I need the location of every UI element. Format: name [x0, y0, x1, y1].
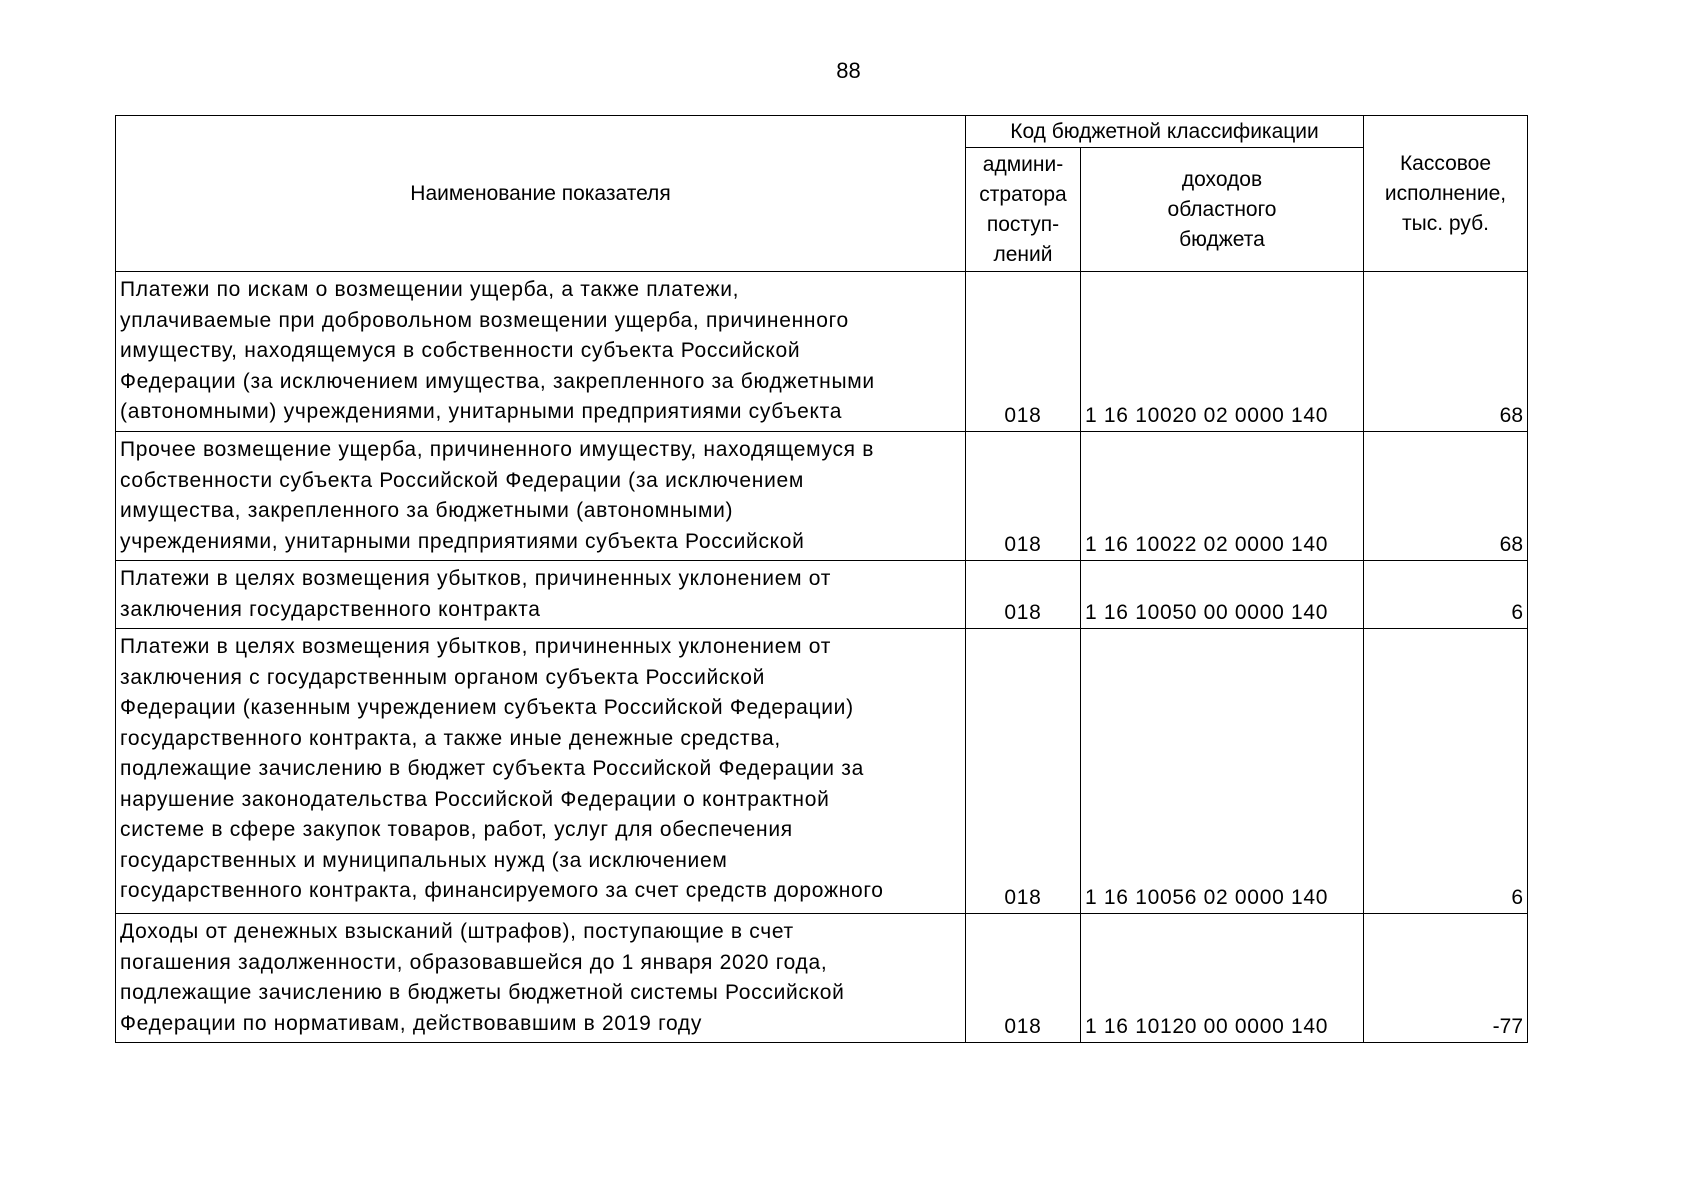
indicator-name-line: Платежи по искам о возмещении ущерба, а также платежи, — [120, 278, 740, 301]
indicator-name-line: имущества, закрепленного за бюджетными (автономными) — [120, 499, 734, 522]
revenue-code-cell: 1 16 10120 00 0000 140 — [1081, 914, 1364, 1043]
header-revenue-line: доходов — [1181, 167, 1263, 191]
header-cash-execution — [1364, 116, 1528, 272]
revenue-code-cell: 1 16 10022 02 0000 140 — [1081, 432, 1364, 561]
admin-code-cell: 018 — [966, 561, 1081, 629]
indicator-name-line: учреждениями, унитарными предприятиями субъекта Российской — [120, 529, 805, 553]
admin-code-cell: 018 — [966, 914, 1081, 1043]
indicator-name-line: собственности субъекта Российской Федерации (за исключением — [120, 468, 805, 492]
indicator-name-line: нарушение законодательства Российской Федерации о контрактной — [120, 787, 830, 811]
revenue-code-cell: 1 16 10050 00 0000 140 — [1081, 561, 1364, 629]
amount-cell: 6 — [1364, 629, 1528, 914]
indicator-name-line: Федерации по нормативам, действовавшим в 2019 году — [120, 1011, 703, 1035]
indicator-name-cell — [116, 914, 966, 1043]
page-number: 88 — [836, 58, 861, 83]
indicator-name-line: государственного контракта, финансируемого за счет средств дорожного — [120, 879, 884, 902]
header-admin — [966, 148, 1081, 272]
indicator-name-cell — [116, 561, 966, 629]
table-row — [116, 914, 1528, 1043]
header-budget-classification: Код бюджетной классификации — [966, 116, 1364, 148]
header-admin-line: стратора — [979, 182, 1067, 206]
indicator-name-line: государственных и муниципальных нужд (за исключением — [120, 848, 728, 872]
revenue-code-cell: 1 16 10020 02 0000 140 — [1081, 272, 1364, 432]
indicator-name-line: подлежащие зачислению в бюджеты бюджетной системы Российской — [120, 981, 845, 1004]
indicator-name-line: заключения с государственным органом субъекта Российской — [120, 665, 766, 689]
indicator-name-cell — [116, 629, 966, 914]
indicator-name-line: Доходы от денежных взысканий (штрафов), поступающие в счет — [120, 920, 794, 943]
indicator-name-line: погашения задолженности, образовавшейся до 1 января 2020 года, — [120, 950, 828, 974]
header-admin-line: лений — [993, 242, 1053, 266]
header-cash-execution-line: тыс. руб. — [1402, 211, 1489, 235]
indicator-name-line: Платежи в целях возмещения убытков, причиненных уклонением от — [120, 635, 832, 658]
table-row — [116, 629, 1528, 914]
indicator-name-cell — [116, 272, 966, 432]
table-row — [116, 272, 1528, 432]
amount-cell: 68 — [1364, 432, 1528, 561]
header-revenue-line: областного — [1167, 197, 1277, 221]
amount-cell: 6 — [1364, 561, 1528, 629]
indicator-name-line: Платежи в целях возмещения убытков, причиненных уклонением от — [120, 567, 832, 590]
admin-code-cell: 018 — [966, 272, 1081, 432]
indicator-name-line: Прочее возмещение ущерба, причиненного имуществу, находящемуся в — [120, 438, 875, 461]
table-row — [116, 432, 1528, 561]
indicator-name-line: Федерации (казенным учреждением субъекта Российской Федерации) — [120, 696, 854, 719]
indicator-name-line: системе в сфере закупок товаров, работ, услуг для обеспечения — [120, 818, 793, 841]
indicator-name-cell — [116, 432, 966, 561]
admin-code-cell: 018 — [966, 629, 1081, 914]
header-cash-execution-line: исполнение, — [1384, 181, 1507, 205]
table-row — [116, 561, 1528, 629]
header-admin-line: админи- — [982, 152, 1064, 176]
indicator-name-line: Федерации (за исключением имущества, закрепленного за бюджетными — [120, 369, 875, 393]
header-admin-line: поступ- — [986, 212, 1060, 236]
revenue-code-cell: 1 16 10056 02 0000 140 — [1081, 629, 1364, 914]
header-revenue-code — [1081, 148, 1364, 272]
indicator-name-line: заключения государственного контракта — [120, 597, 541, 621]
indicator-name-line: имуществу, находящемуся в собственности субъекта Российской — [120, 339, 801, 362]
indicator-name-line: (автономными) учреждениями, унитарными предприятиями субъекта — [120, 400, 843, 423]
admin-code-cell: 018 — [966, 432, 1081, 561]
amount-cell: 68 — [1364, 272, 1528, 432]
header-revenue-line: бюджета — [1179, 227, 1265, 251]
header-indicator-name: Наименование показателя — [116, 116, 966, 272]
indicator-name-line: уплачиваемые при добровольном возмещении ущерба, причиненного — [120, 308, 849, 332]
amount-cell: -77 — [1364, 914, 1528, 1043]
indicator-name-line: государственного контракта, а также иные денежные средства, — [120, 726, 781, 750]
header-cash-execution-line: Кассовое — [1399, 151, 1492, 175]
indicator-name-line: подлежащие зачислению в бюджет субъекта Российской Федерации за — [120, 757, 864, 780]
budget-table — [115, 115, 1528, 1043]
